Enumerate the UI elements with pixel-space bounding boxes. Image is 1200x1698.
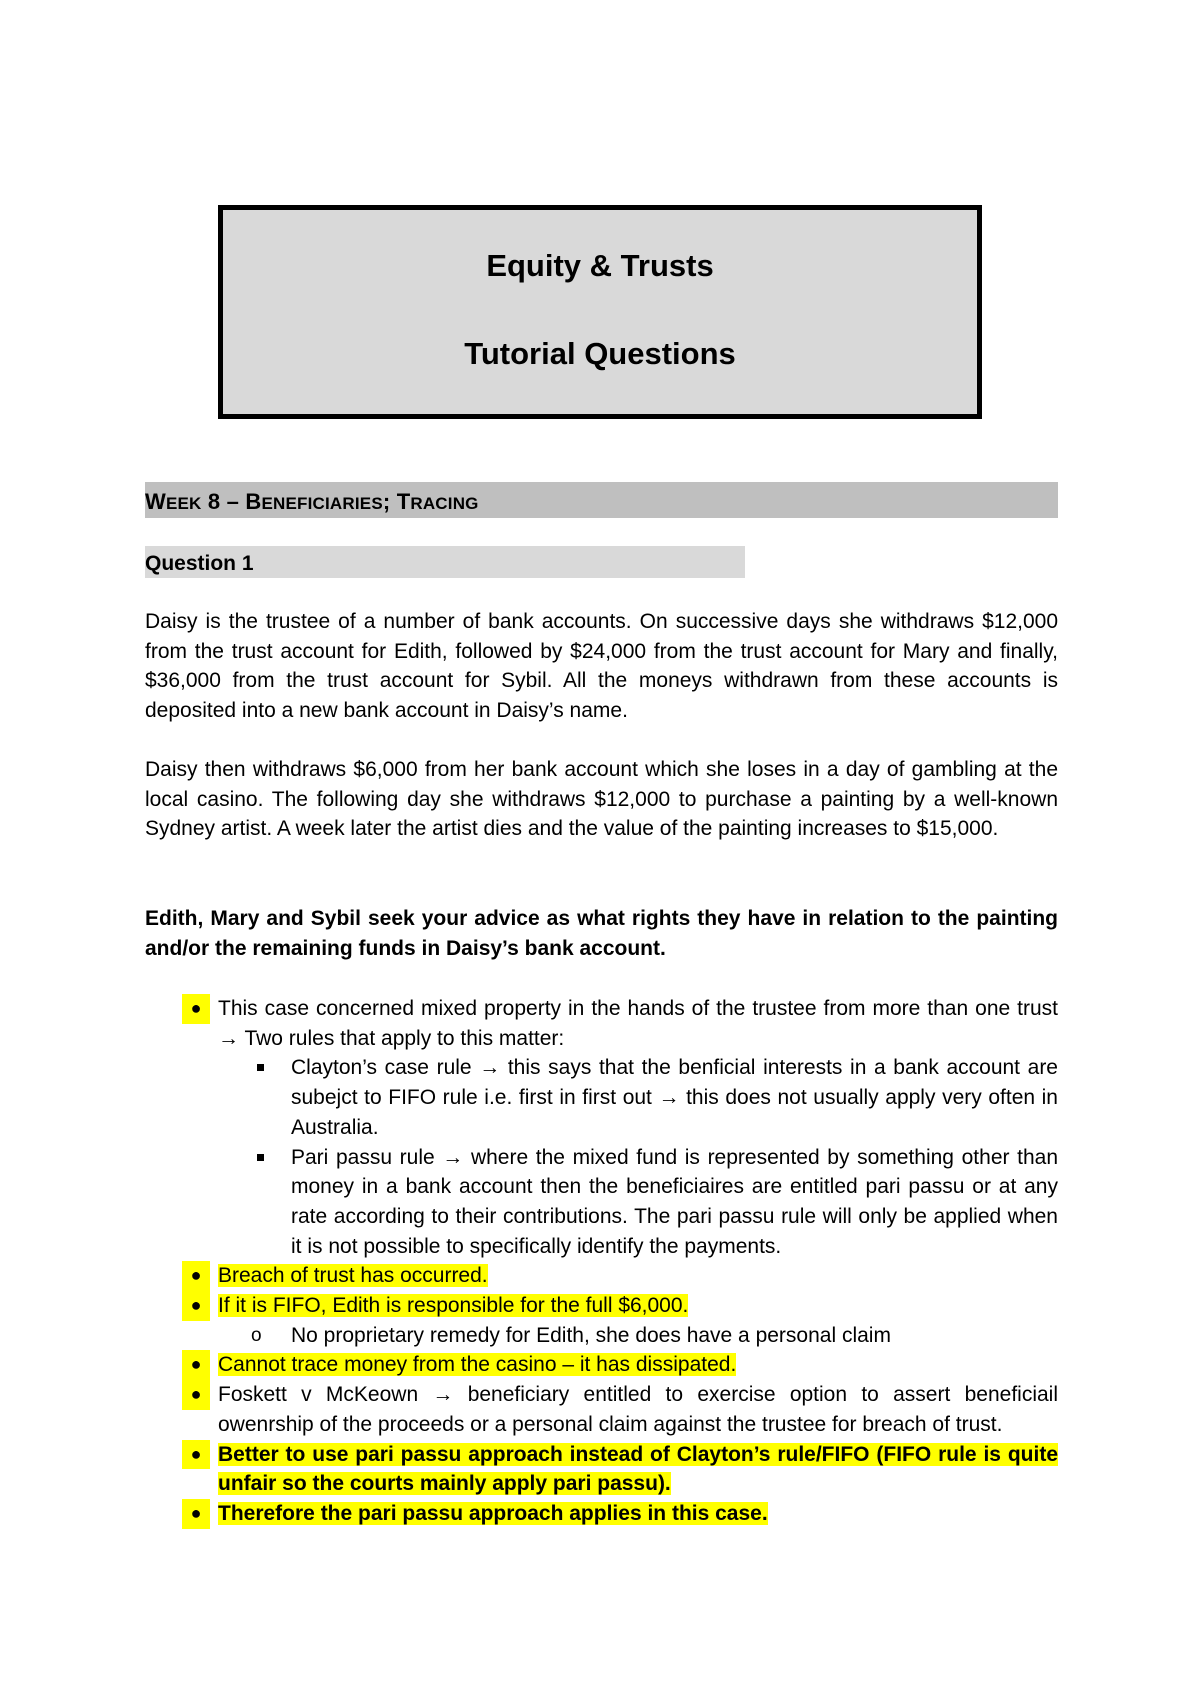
question-heading: Question 1 (145, 546, 745, 578)
square-bullet-icon (257, 1064, 264, 1071)
bullet-marker: ● (182, 1261, 210, 1291)
bullet-marker: ● (182, 1380, 210, 1410)
week-heading-racing: RACING (410, 494, 479, 513)
list-item (145, 1291, 1058, 1321)
circle-bullet-marker: o (251, 1324, 262, 1346)
bullet-marker: ● (182, 1440, 210, 1470)
week-heading-num: 8 – (201, 489, 246, 514)
list-item (145, 1261, 1058, 1291)
bullet-marker: ● (182, 1499, 210, 1529)
list-item (145, 1380, 1058, 1439)
bullet-text: Therefore the pari passu approach applies in this case. (218, 1501, 768, 1525)
sub-list-item (145, 1321, 1058, 1351)
list-item (145, 1350, 1058, 1380)
week-heading-eek: EEK (165, 494, 202, 513)
scenario-paragraph-2: Daisy then withdraws $6,000 from her bank account which she loses in a day of gambling at the local casino. The following day she withdraws $12,000 to purchase a painting by a well-known Sydney artist. A week later the artist dies and the value of the painting increases to $15,000. (145, 758, 1058, 841)
scenario-paragraph-1: Daisy is the trustee of a number of bank accounts. On successive days she withdraws $12,000 from the trust account for Edith, followed by $24,000 from the trust account for Mary and finally, $36,000 from the trust account for Sybil. All the moneys withdrawn from these accounts is deposited into a new bank account in Daisy’s name. (145, 610, 1058, 723)
bullet-text: If it is FIFO, Edith is responsible for the full $6,000. (218, 1294, 689, 1318)
week-heading-w: W (145, 489, 166, 514)
document-subtitle: Tutorial Questions (464, 336, 736, 371)
week-heading-eneficiaries: ENEFICIARIES (261, 494, 383, 513)
list-item (145, 994, 1058, 1053)
sub-bullet-text: Clayton’s case rule → this says that the benficial interests in a bank account are subejct to FIFO rule i.e. first in first out → this does not usually apply very often in Australia. (291, 1056, 1058, 1139)
question-prompt: Edith, Mary and Sybil seek your advice as what rights they have in relation to the painting and/or the remaining funds in Daisy’s bank account. (145, 907, 1058, 960)
bullet-text: Cannot trace money from the casino – it has dissipated. (218, 1353, 737, 1377)
bullet-marker: ● (182, 994, 210, 1024)
bullet-text: This case concerned mixed property in the hands of the trustee from more than one trust → Two rules that apply to this matter: (218, 997, 1058, 1050)
list-item (145, 1440, 1058, 1499)
bullet-text: Foskett v McKeown → beneficiary entitled to exercise option to assert beneficiail owenrship of the proceeds or a personal claim against the trustee for breach of trust. (218, 1383, 1058, 1436)
sub-list-item (145, 1143, 1058, 1262)
week-heading (145, 482, 1058, 518)
square-bullet-icon (257, 1154, 264, 1161)
bullet-text: Breach of trust has occurred. (218, 1264, 488, 1288)
sub-list-item (145, 1053, 1058, 1142)
sub-bullet-text: Pari passu rule → where the mixed fund is represented by something other than money in a bank account then the beneficiaires are entitled pari passu or at any rate according to their contributions. The pari passu rule will only be applied when it is not possible to specifically identify the payments. (291, 1145, 1058, 1258)
week-heading-sep: ; (382, 489, 397, 514)
document-title: Equity & Trusts (486, 248, 714, 283)
answer-list (145, 994, 1058, 1529)
bullet-marker: ● (182, 1291, 210, 1321)
list-item (145, 1499, 1058, 1529)
title-box (218, 205, 982, 419)
week-heading-t: T (396, 489, 411, 514)
bullet-marker: ● (182, 1350, 210, 1380)
bullet-text: Better to use pari passu approach instead of Clayton’s rule/FIFO (FIFO rule is quite unfair so the courts mainly apply pari passu). (218, 1442, 1058, 1496)
sub-bullet-text: No proprietary remedy for Edith, she does have a personal claim (291, 1323, 891, 1347)
week-heading-b: B (245, 489, 262, 514)
